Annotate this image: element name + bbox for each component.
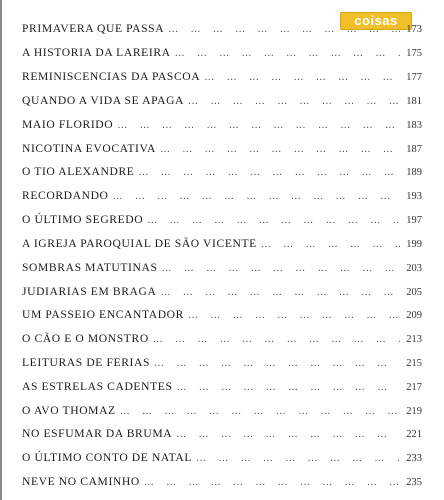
entry-title: SOMBRAS MATUTINAS <box>22 261 158 274</box>
toc-entry <box>22 188 422 204</box>
entry-title: REMINISCENCIAS DA PASCOA <box>22 70 201 83</box>
dot-leader <box>150 356 400 372</box>
dot-leader <box>184 94 400 110</box>
entry-page-number: 193 <box>406 191 422 202</box>
dot-leader <box>156 285 400 301</box>
entry-title: NEVE NO CAMINHO <box>22 475 140 488</box>
toc-entry <box>22 212 422 228</box>
entry-title: UM PASSEIO ENCANTADOR <box>22 308 184 321</box>
entry-page-number: 177 <box>406 72 422 83</box>
entry-page-number: 197 <box>406 215 422 226</box>
entry-page-number: 181 <box>406 96 422 107</box>
entry-title: O TIO ALEXANDRE <box>22 165 135 178</box>
dot-leader <box>134 165 400 181</box>
toc-entry <box>22 450 422 466</box>
entry-page-number: 215 <box>406 358 422 369</box>
entry-title: MAIO FLORIDO <box>22 118 114 131</box>
entry-page-number: 205 <box>406 287 422 298</box>
entry-title: PRIMAVERA QUE PASSA <box>22 22 165 35</box>
toc-entry <box>22 45 422 61</box>
toc-entry <box>22 69 422 85</box>
toc-entry <box>22 21 422 37</box>
entry-page-number: 199 <box>406 239 422 250</box>
entry-title: NO ESFUMAR DA BRUMA <box>22 427 173 440</box>
dot-leader <box>200 70 400 86</box>
toc-entry <box>22 403 422 419</box>
toc-entry <box>22 141 422 157</box>
page-edge <box>0 0 2 500</box>
entry-title: LEITURAS DE FERIAS <box>22 356 151 369</box>
entry-page-number: 213 <box>406 334 422 345</box>
toc-entry <box>22 236 422 252</box>
toc-entry <box>22 379 422 395</box>
entry-page-number: 189 <box>406 167 422 178</box>
dot-leader <box>173 380 401 396</box>
entry-title: RECORDANDO <box>22 189 109 202</box>
entry-page-number: 217 <box>406 382 422 393</box>
entry-page-number: 235 <box>406 477 422 488</box>
dot-leader <box>257 237 400 253</box>
entry-title: A HISTORIA DA LAREIRA <box>22 46 171 59</box>
toc-entry <box>22 93 422 109</box>
toc-entry <box>22 117 422 133</box>
dot-leader <box>113 118 400 134</box>
entry-page-number: 219 <box>406 406 422 417</box>
dot-leader <box>149 332 400 348</box>
entry-title: O CÃO E O MONSTRO <box>22 332 149 345</box>
dot-leader <box>158 261 401 277</box>
entry-title: AS ESTRELAS CADENTES <box>22 380 173 393</box>
toc-entry <box>22 284 422 300</box>
entry-page-number: 183 <box>406 120 422 131</box>
dot-leader <box>171 46 400 62</box>
dot-leader <box>109 189 400 205</box>
entry-title: NICOTINA EVOCATIVA <box>22 142 156 155</box>
entry-page-number: 209 <box>406 310 422 321</box>
entry-title: A IGREJA PAROQUIAL DE SÃO VICENTE <box>22 237 257 250</box>
entry-title: O ÚLTIMO CONTO DE NATAL <box>22 451 193 464</box>
dot-leader <box>116 404 400 420</box>
dot-leader <box>156 142 400 158</box>
toc-entry <box>22 260 422 276</box>
entry-title: QUANDO A VIDA SE APAGA <box>22 94 185 107</box>
entry-page-number: 221 <box>406 429 422 440</box>
entry-page-number: 203 <box>406 263 422 274</box>
toc-entry <box>22 474 422 490</box>
entry-title: O ÚLTIMO SEGREDO <box>22 213 144 226</box>
dot-leader <box>184 308 400 324</box>
dot-leader <box>192 451 400 467</box>
entry-page-number: 175 <box>406 48 422 59</box>
entry-page-number: 187 <box>406 144 422 155</box>
toc-entry <box>22 331 422 347</box>
toc-entry <box>22 426 422 442</box>
entry-page-number: 233 <box>406 453 422 464</box>
dot-leader <box>140 475 400 491</box>
dot-leader <box>172 427 400 443</box>
toc-entry <box>22 355 422 371</box>
entry-title: JUDIARIAS EM BRAGA <box>22 285 157 298</box>
entry-title: O AVO THOMAZ <box>22 404 116 417</box>
toc-entry <box>22 307 422 323</box>
dot-leader <box>143 213 400 229</box>
entry-page-number: 173 <box>406 24 422 35</box>
toc-entry <box>22 164 422 180</box>
watermark-logo: coisas <box>340 12 412 30</box>
dot-leader <box>164 22 400 38</box>
